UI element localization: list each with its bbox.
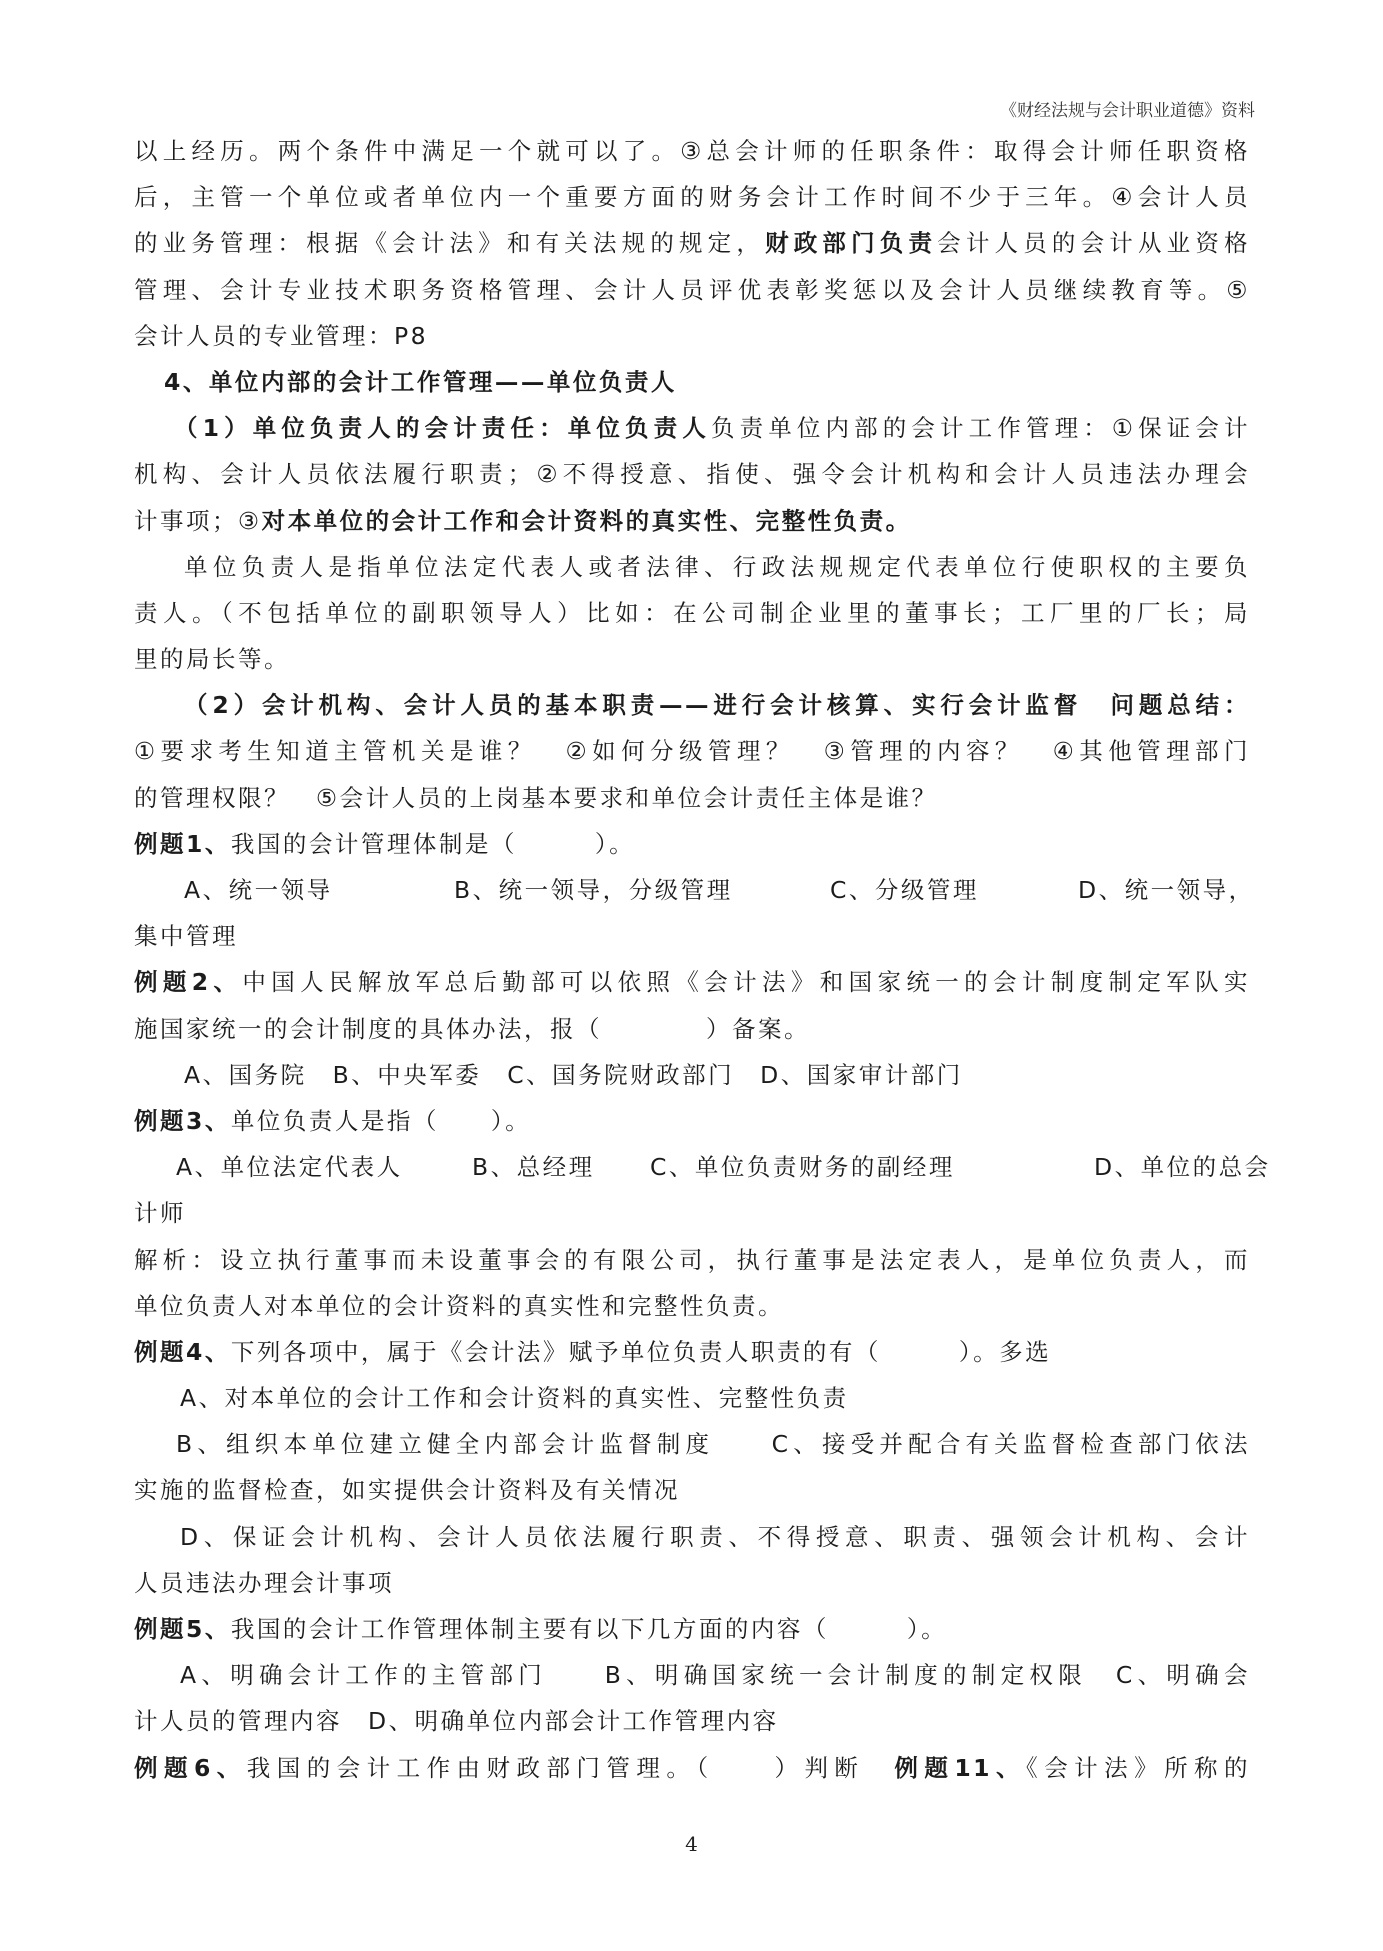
example-label: 例题5、 (134, 1615, 231, 1643)
example-label: 例题2、 (134, 968, 243, 997)
answer-option: A、对本单位的会计工作和会计资料的真实性、完整性负责 (180, 1384, 849, 1413)
option-d: D、统一领导， (1078, 876, 1255, 904)
bold-text: 财政部门负责 (765, 229, 938, 258)
example-question (134, 1329, 1250, 1375)
example-question (134, 1606, 1250, 1652)
page-number: 4 (685, 1832, 698, 1856)
text-span: 会计人员的会计从业资格 (937, 229, 1251, 258)
question-text: 《会计法》所称的 (1025, 1753, 1251, 1782)
analysis-text: 解析：设立执行董事而未设董事会的有限公司，执行董事是法定表人，是单位负责人，而 (134, 1245, 1250, 1274)
question-text: 单位负责人是指（ ）。 (230, 1106, 532, 1135)
text-line: 计人员的管理内容 D、明确单位内部会计工作管理内容 (134, 1707, 779, 1736)
text-span: 计事项；③ (134, 506, 262, 535)
answer-option: D、保证会计机构、会计人员依法履行职责、不得授意、职责、强领会计机构、会计 (180, 1522, 1250, 1551)
text-line: 单位负责人是指单位法定代表人或者法律、行政法规规定代表单位行使职权的主要负 (184, 552, 1250, 581)
text-line: 责人。（不包括单位的副职领导人）比如：在公司制企业里的董事长；工厂里的厂长；局 (134, 598, 1250, 627)
example-question (134, 821, 1250, 867)
text-line: 管理、会计专业技术职务资格管理、会计人员评优表彰奖惩以及会计人员继续教育等。⑤ (134, 275, 1250, 304)
text-line (134, 405, 1250, 451)
text-line: 里的局长等。 (134, 645, 290, 674)
answer-options: A、明确会计工作的主管部门 B、明确国家统一会计制度的制定权限 C、明确会 (180, 1661, 1250, 1690)
text-line: 人员违法办理会计事项 (134, 1568, 394, 1597)
text-line: 施国家统一的会计制度的具体办法，报（ ）备案。 (134, 1014, 810, 1043)
answer-options (134, 867, 1255, 913)
option-c: C、单位负责财务的副经理 (650, 1153, 955, 1182)
section-heading: 4、单位内部的会计工作管理——单位负责人 (164, 367, 677, 396)
answer-options (134, 1144, 1271, 1190)
subheading-text: （1）单位负责人的会计责任：单位负责人 (174, 414, 711, 443)
example-question (134, 1745, 1250, 1791)
option-a: A、统一领导 (184, 876, 333, 904)
text-line: 机构、会计人员依法履行职责；②不得授意、指使、强令会计机构和会计人员违法办理会 (134, 460, 1250, 489)
question-text: 中国人民解放军总后勤部可以依照《会计法》和国家统一的会计制度制定军队实 (242, 968, 1250, 997)
text-span: 的业务管理：根据《会计法》和有关法规的规定， (134, 229, 766, 258)
text-line (134, 498, 1250, 544)
text-line (134, 220, 1250, 266)
answer-option: B、组织本单位建立健全内部会计监督制度 C、接受并配合有关监督检查部门依法 (176, 1430, 1250, 1459)
option-d: D、单位的总会 (1094, 1153, 1271, 1182)
running-header: 《财经法规与会计职业道德》资料 (1000, 101, 1255, 121)
text-line: ①要求考生知道主管机关是谁？ ②如何分级管理？ ③管理的内容？ ④其他管理部门 (134, 737, 1250, 766)
example-label: 例题1、 (134, 829, 231, 858)
option-b: B、统一领导，分级管理 (454, 876, 733, 904)
text-span: 负责单位内部的会计工作管理：①保证会计 (710, 414, 1250, 443)
example-question (134, 959, 1250, 1005)
subheading: （2）会计机构、会计人员的基本职责——进行会计核算、实行会计监督 问题总结： (184, 691, 1250, 720)
bold-text: 对本单位的会计工作和会计资料的真实性、完整性负责。 (261, 506, 912, 535)
option-b: B、总经理 (472, 1153, 595, 1182)
option-a: A、单位法定代表人 (176, 1153, 403, 1182)
example-question (134, 1098, 1250, 1144)
text-line: 会计人员的专业管理：P8 (134, 321, 429, 350)
question-text: 我国的会计工作由财政部门管理。（ ）判断 (246, 1753, 865, 1782)
page-body (134, 128, 1271, 1791)
example-label: 例题3、 (134, 1106, 231, 1135)
text-line: 的管理权限？ ⑤会计人员的上岗基本要求和单位会计责任主体是谁？ (134, 783, 938, 812)
question-text: 我国的会计工作管理体制主要有以下几方面的内容（ ）。 (230, 1615, 948, 1643)
question-text: 我国的会计管理体制是（ ）。 (230, 829, 636, 858)
text-line: 计师 (134, 1199, 186, 1228)
answer-options: A、国务院 B、中央军委 C、国务院财政部门 D、国家审计部门 (184, 1060, 963, 1089)
question-text: 下列各项中，属于《会计法》赋予单位负责人职责的有（ ）。多选 (230, 1337, 1052, 1366)
text-line: 以上经历。两个条件中满足一个就可以了。③总会计师的任职条件：取得会计师任职资格 (134, 137, 1250, 165)
option-c: C、分级管理 (830, 876, 979, 904)
example-label: 例题4、 (134, 1337, 231, 1366)
example-label: 例题6、 (134, 1753, 247, 1782)
text-line: 后，主管一个单位或者单位内一个重要方面的财务会计工作时间不少于三年。④会计人员 (134, 183, 1250, 212)
example-label: 例题11、 (894, 1753, 1026, 1782)
text-line: 集中管理 (134, 922, 238, 951)
text-line: 实施的监督检查，如实提供会计资料及有关情况 (134, 1476, 680, 1505)
analysis-text: 单位负责人对本单位的会计资料的真实性和完整性负责。 (134, 1291, 784, 1320)
